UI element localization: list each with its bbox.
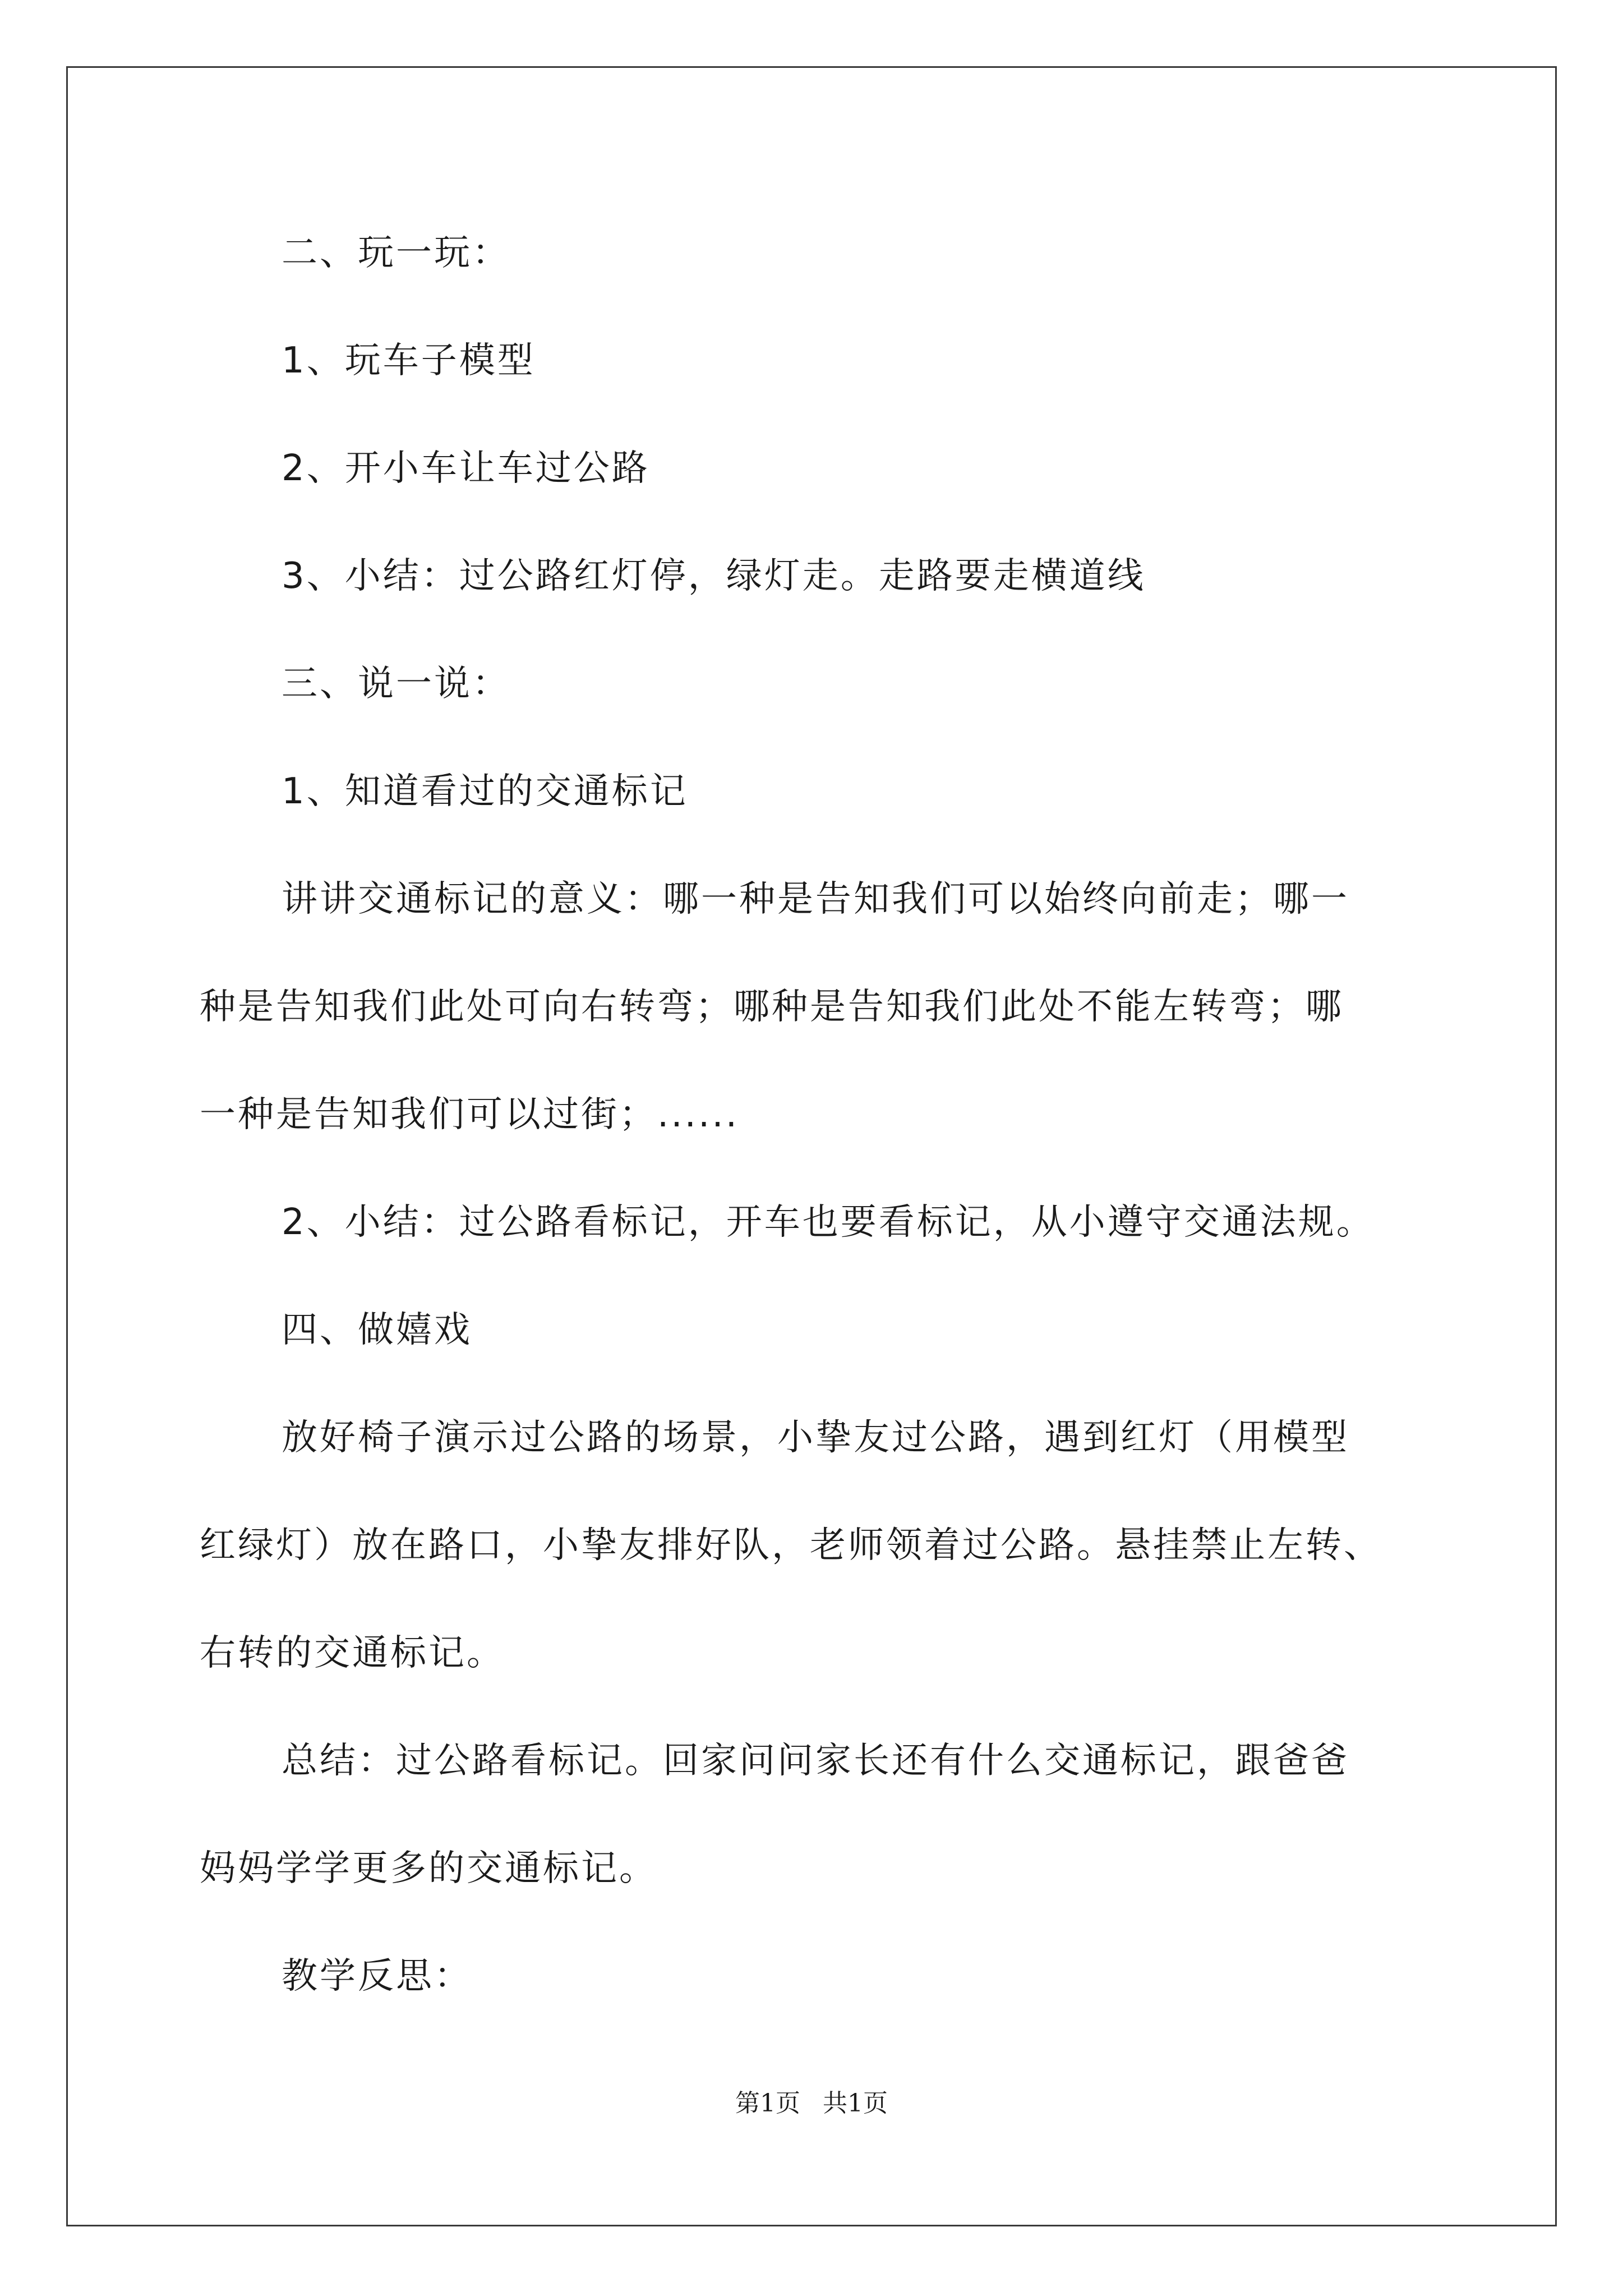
paragraph-line: 红绿灯）放在路口，小挚友排好队，老师领着过公路。悬挂禁止左转、 [200,1525,1382,1566]
list-item: 2、开小车让车过公路 [282,448,650,489]
section-heading-game: 四、做嬉戏 [282,1309,472,1351]
page-border [66,66,1557,2226]
paragraph-line: 一种是告知我们可以过街；...... [200,1094,740,1135]
page-number: 第1页 [735,2089,800,2118]
list-item: 3、小结：过公路红灯停，绿灯走。走路要走横道线 [282,555,1146,597]
list-item: 1、玩车子模型 [282,340,536,381]
paragraph-line: 右转的交通标记。 [200,1632,505,1674]
page-total: 共1页 [823,2089,888,2118]
paragraph-line: 种是告知我们此处可向右转弯；哪种是告知我们此处不能左转弯；哪 [200,986,1344,1028]
section-heading-reflection: 教学反思： [282,1955,472,1997]
paragraph-line: 妈妈学学更多的交通标记。 [200,1848,657,1889]
section-heading-talk: 三、说一说： [282,663,510,705]
paragraph-line: 讲讲交通标记的意义：哪一种是告知我们可以始终向前走；哪一 [282,878,1349,920]
list-item: 2、小结：过公路看标记，开车也要看标记，从小遵守交通法规。 [282,1202,1375,1243]
paragraph-line: 总结：过公路看标记。回家问问家长还有什么交通标记，跟爸爸 [282,1740,1349,1782]
section-heading-play: 二、玩一玩： [282,232,510,274]
page-footer [0,2087,1623,2120]
list-item: 1、知道看过的交通标记 [282,771,688,812]
paragraph-line: 放好椅子演示过公路的场景，小挚友过公路，遇到红灯（用模型 [282,1417,1349,1458]
